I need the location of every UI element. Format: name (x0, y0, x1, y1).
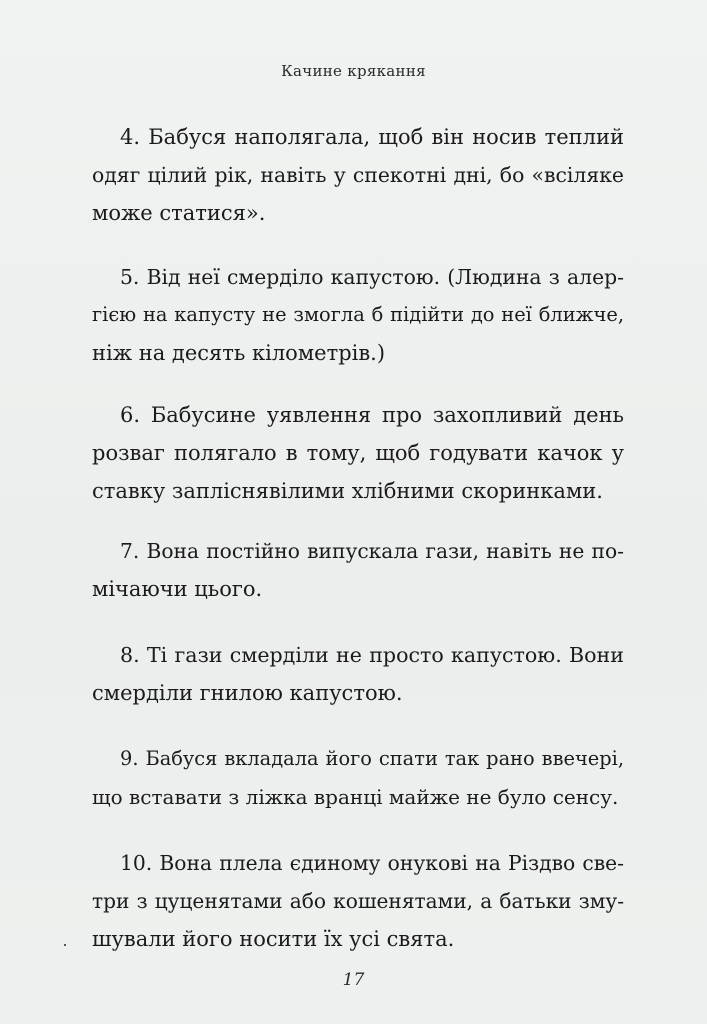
list-item-7 (92, 532, 624, 608)
scan-speck (64, 944, 66, 946)
list-item-line: розваг полягало в тому, щоб годувати качок у (92, 441, 624, 465)
list-item-4 (92, 118, 624, 232)
list-item-line: 9. Бабуся вкладала його спати так рано ввечері, (120, 747, 624, 770)
list-item-line: 6. Бабусине уявлення про захопливий день (120, 403, 624, 427)
list-item-line: 5. Від неї смерділо капустою. (Людина з алер- (120, 265, 624, 289)
list-item-line: ніж на десять кілометрів.) (92, 341, 386, 365)
list-item-line: три з цуценятами або кошенятами, а батьки зму- (92, 889, 624, 913)
list-item-8 (92, 636, 624, 712)
list-item-line: 8. Ті гази смерділи не просто капустою. Вони (120, 643, 624, 667)
list-item-line: 7. Вона постійно випускала гази, навіть не по- (120, 539, 624, 563)
list-item-9 (92, 740, 624, 816)
list-item-line: 4. Бабуся наполягала, щоб він носив теплий (120, 125, 624, 149)
list-item-line: гією на капусту не змогла б підійти до неї ближче, (92, 303, 624, 326)
running-head: Качине крякання (281, 62, 426, 80)
list-item-line: ставку запліснявілими хлібними скоринками. (92, 479, 603, 503)
list-item-line: що вставати з ліжка вранці майже не було сенсу. (92, 785, 619, 809)
list-item-10 (92, 844, 624, 958)
list-item-line: може статися». (92, 201, 266, 225)
list-item-6 (92, 396, 624, 510)
list-item-line: мічаючи цього. (92, 577, 263, 601)
page-number: 17 (342, 970, 365, 990)
list-item-line: 10. Вона плела єдиному онукові на Різдво све- (120, 851, 624, 875)
list-item-line: одяг цілий рік, навіть у спекотні дні, бо «всіляке (92, 163, 624, 187)
list-item-line: смерділи гнилою капустою. (92, 681, 403, 705)
list-item-line: шували його носити їх усі свята. (92, 927, 455, 951)
list-item-5 (92, 258, 624, 372)
